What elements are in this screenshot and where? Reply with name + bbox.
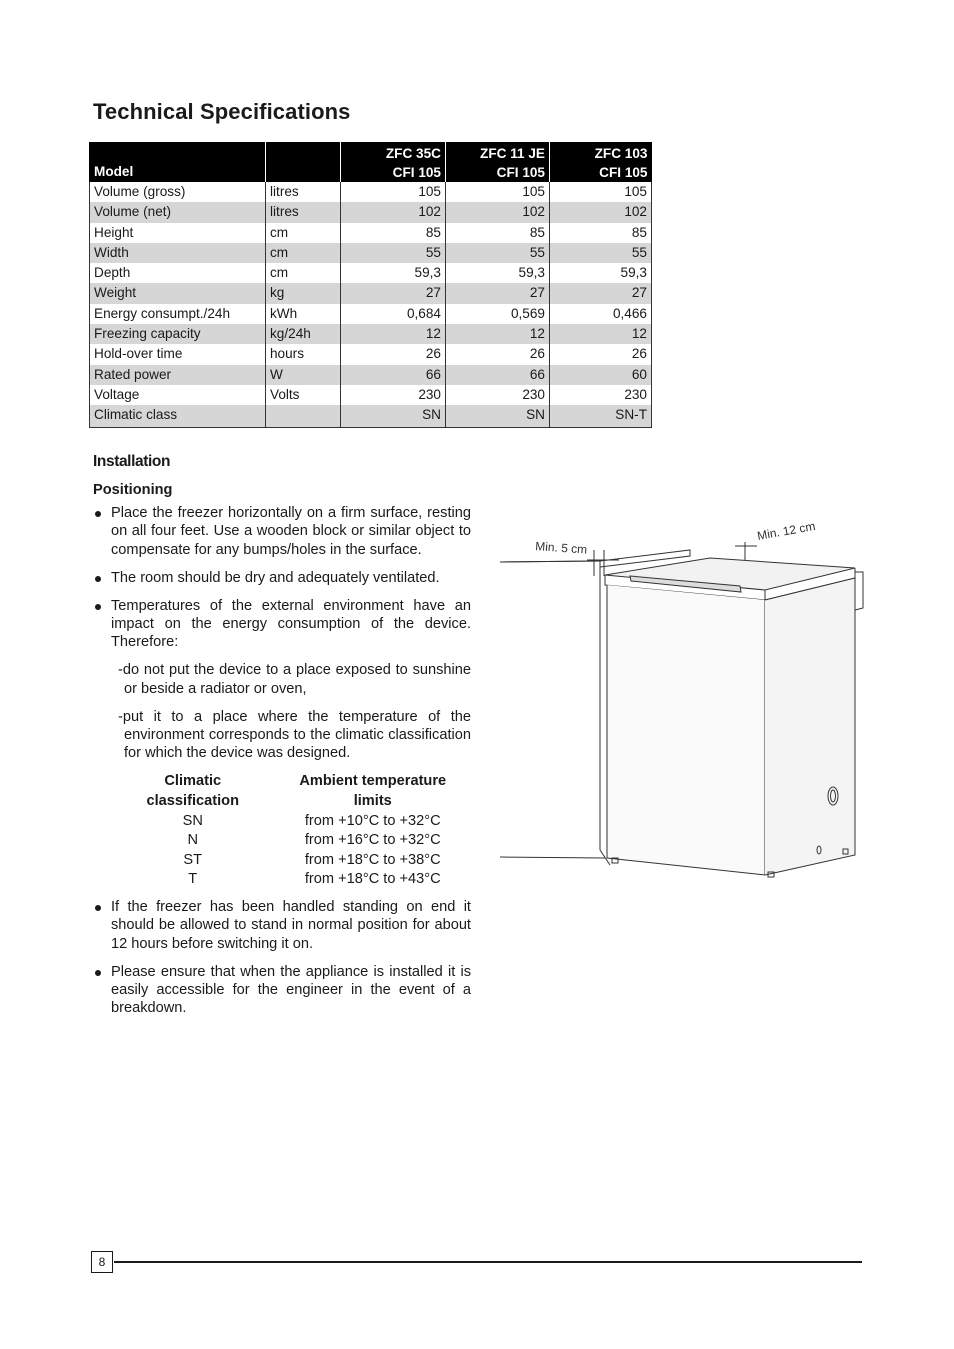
row-unit: W [266, 365, 341, 385]
row-label: Volume (net) [90, 202, 266, 222]
row-label: Hold-over time [90, 344, 266, 364]
row-value: 0,569 [446, 304, 550, 324]
installation-heading: Installation [93, 453, 171, 470]
model-line1: ZFC 35C [385, 146, 441, 161]
row-value: 26 [446, 344, 550, 364]
table-row [90, 405, 652, 428]
climate-table [111, 772, 471, 890]
table-row [111, 831, 471, 851]
row-value: 105 [446, 182, 550, 202]
row-label: Voltage [90, 385, 266, 405]
bullet-icon [95, 576, 101, 582]
model-line1: ZFC 11 JE [480, 146, 545, 161]
row-value: 60 [550, 365, 652, 385]
unit-header [266, 142, 341, 182]
bullet-icon [95, 511, 101, 517]
clearance-side-label: Min. 5 cm [534, 539, 588, 557]
climate-class-header: Climatic classification [146, 773, 239, 809]
row-label: Climatic class [90, 405, 266, 428]
row-value: 85 [550, 223, 652, 243]
row-value: 85 [341, 223, 446, 243]
bullet-icon [95, 970, 101, 976]
row-unit: cm [266, 223, 341, 243]
row-value: 59,3 [550, 263, 652, 283]
row-value: SN [446, 405, 550, 428]
table-row [90, 365, 652, 385]
row-label: Rated power [90, 365, 266, 385]
model-column-header [550, 142, 652, 182]
row-unit: cm [266, 263, 341, 283]
model-line2: CFI 105 [496, 165, 545, 180]
row-value: 55 [446, 243, 550, 263]
row-unit: cm [266, 243, 341, 263]
row-unit: kg/24h [266, 324, 341, 344]
row-unit [266, 405, 341, 428]
row-label: Depth [90, 263, 266, 283]
model-line2: CFI 105 [599, 165, 648, 180]
spec-table [89, 142, 652, 428]
row-unit: kWh [266, 304, 341, 324]
model-column-header [446, 142, 550, 182]
row-value: 12 [446, 324, 550, 344]
climate-range: from +18°C to +43°C [304, 871, 441, 888]
sub-list-item: -put it to a place where the temperature of the environment corresponds to the climatic classification for which the device was designed. [118, 708, 471, 762]
row-value: 66 [446, 365, 550, 385]
table-row [90, 304, 652, 324]
footer-rule [114, 1261, 862, 1263]
row-value: 59,3 [341, 263, 446, 283]
positioning-subheading: Positioning [93, 482, 173, 498]
row-value: 102 [550, 202, 652, 222]
table-row [90, 344, 652, 364]
climate-code: SN [182, 812, 203, 829]
model-line1: ZFC 103 [594, 146, 648, 161]
sub-list-item: -do not put the device to a place exposed to sunshine or beside a radiator or oven, [118, 662, 471, 697]
list-item: Place the freezer horizontally on a firm surface, resting on all four feet. Use a wooden block or similar object to compensate for any bumps/holes in the surface. [93, 504, 471, 559]
row-value: 55 [341, 243, 446, 263]
row-label: Volume (gross) [90, 182, 266, 202]
row-unit: litres [266, 182, 341, 202]
row-value: 27 [446, 283, 550, 303]
model-header: Model [90, 142, 266, 182]
row-value: 102 [341, 202, 446, 222]
table-row [111, 851, 471, 871]
row-value: 230 [446, 385, 550, 405]
row-unit: kg [266, 283, 341, 303]
positioning-list [93, 504, 471, 1027]
table-row [90, 324, 652, 344]
row-unit: Volts [266, 385, 341, 405]
row-value: 27 [550, 283, 652, 303]
climate-range: from +10°C to +32°C [304, 812, 441, 829]
clearance-top-label: Min. 12 cm [756, 518, 817, 543]
row-value: 12 [341, 324, 446, 344]
table-row [111, 812, 471, 832]
bullet-icon [95, 604, 101, 610]
row-value: 85 [446, 223, 550, 243]
climate-code: N [187, 832, 199, 849]
table-row [111, 870, 471, 890]
row-value: SN-T [550, 405, 652, 428]
list-item: The room should be dry and adequately ventilated. [93, 569, 471, 587]
model-column-header [341, 142, 446, 182]
row-label: Height [90, 223, 266, 243]
row-value: 102 [446, 202, 550, 222]
row-label: Energy consumpt./24h [90, 304, 266, 324]
climate-temp-header: Ambient temperature limits [299, 773, 447, 809]
row-value: 66 [341, 365, 446, 385]
model-line2: CFI 105 [392, 165, 441, 180]
table-row [90, 263, 652, 283]
climate-range: from +16°C to +32°C [304, 832, 441, 849]
table-row [90, 182, 652, 202]
climate-code: T [188, 871, 198, 888]
row-unit: litres [266, 202, 341, 222]
climate-range: from +18°C to +38°C [304, 851, 441, 868]
row-value: 59,3 [446, 263, 550, 283]
row-value: 0,684 [341, 304, 446, 324]
row-unit: hours [266, 344, 341, 364]
row-value: 230 [550, 385, 652, 405]
freezer-installation-illustration [495, 510, 875, 890]
row-value: 230 [341, 385, 446, 405]
row-value: 55 [550, 243, 652, 263]
row-value: 105 [341, 182, 446, 202]
table-row [90, 385, 652, 405]
row-value: 27 [341, 283, 446, 303]
row-value: 12 [550, 324, 652, 344]
list-item: If the freezer has been handled standing on end it should be allowed to stand in normal position for about 12 hours before switching it on. [93, 898, 471, 953]
row-label: Freezing capacity [90, 324, 266, 344]
list-item: Temperatures of the external environment have an impact on the energy consumption of the device. Therefore: [93, 597, 471, 652]
row-label: Width [90, 243, 266, 263]
row-value: 26 [550, 344, 652, 364]
bullet-icon [95, 905, 101, 911]
row-value: 26 [341, 344, 446, 364]
page-title: Technical Specifications [93, 99, 351, 124]
spec-table-header [90, 142, 652, 182]
table-row [90, 223, 652, 243]
list-item: Please ensure that when the appliance is installed it is easily accessible for the engineer in the event of a breakdown. [93, 963, 471, 1018]
row-label: Weight [90, 283, 266, 303]
table-row [90, 243, 652, 263]
page-number: 8 [91, 1251, 113, 1273]
climate-code: ST [183, 851, 203, 868]
table-row [90, 283, 652, 303]
table-row [90, 202, 652, 222]
row-value: 0,466 [550, 304, 652, 324]
row-value: SN [341, 405, 446, 428]
row-value: 105 [550, 182, 652, 202]
